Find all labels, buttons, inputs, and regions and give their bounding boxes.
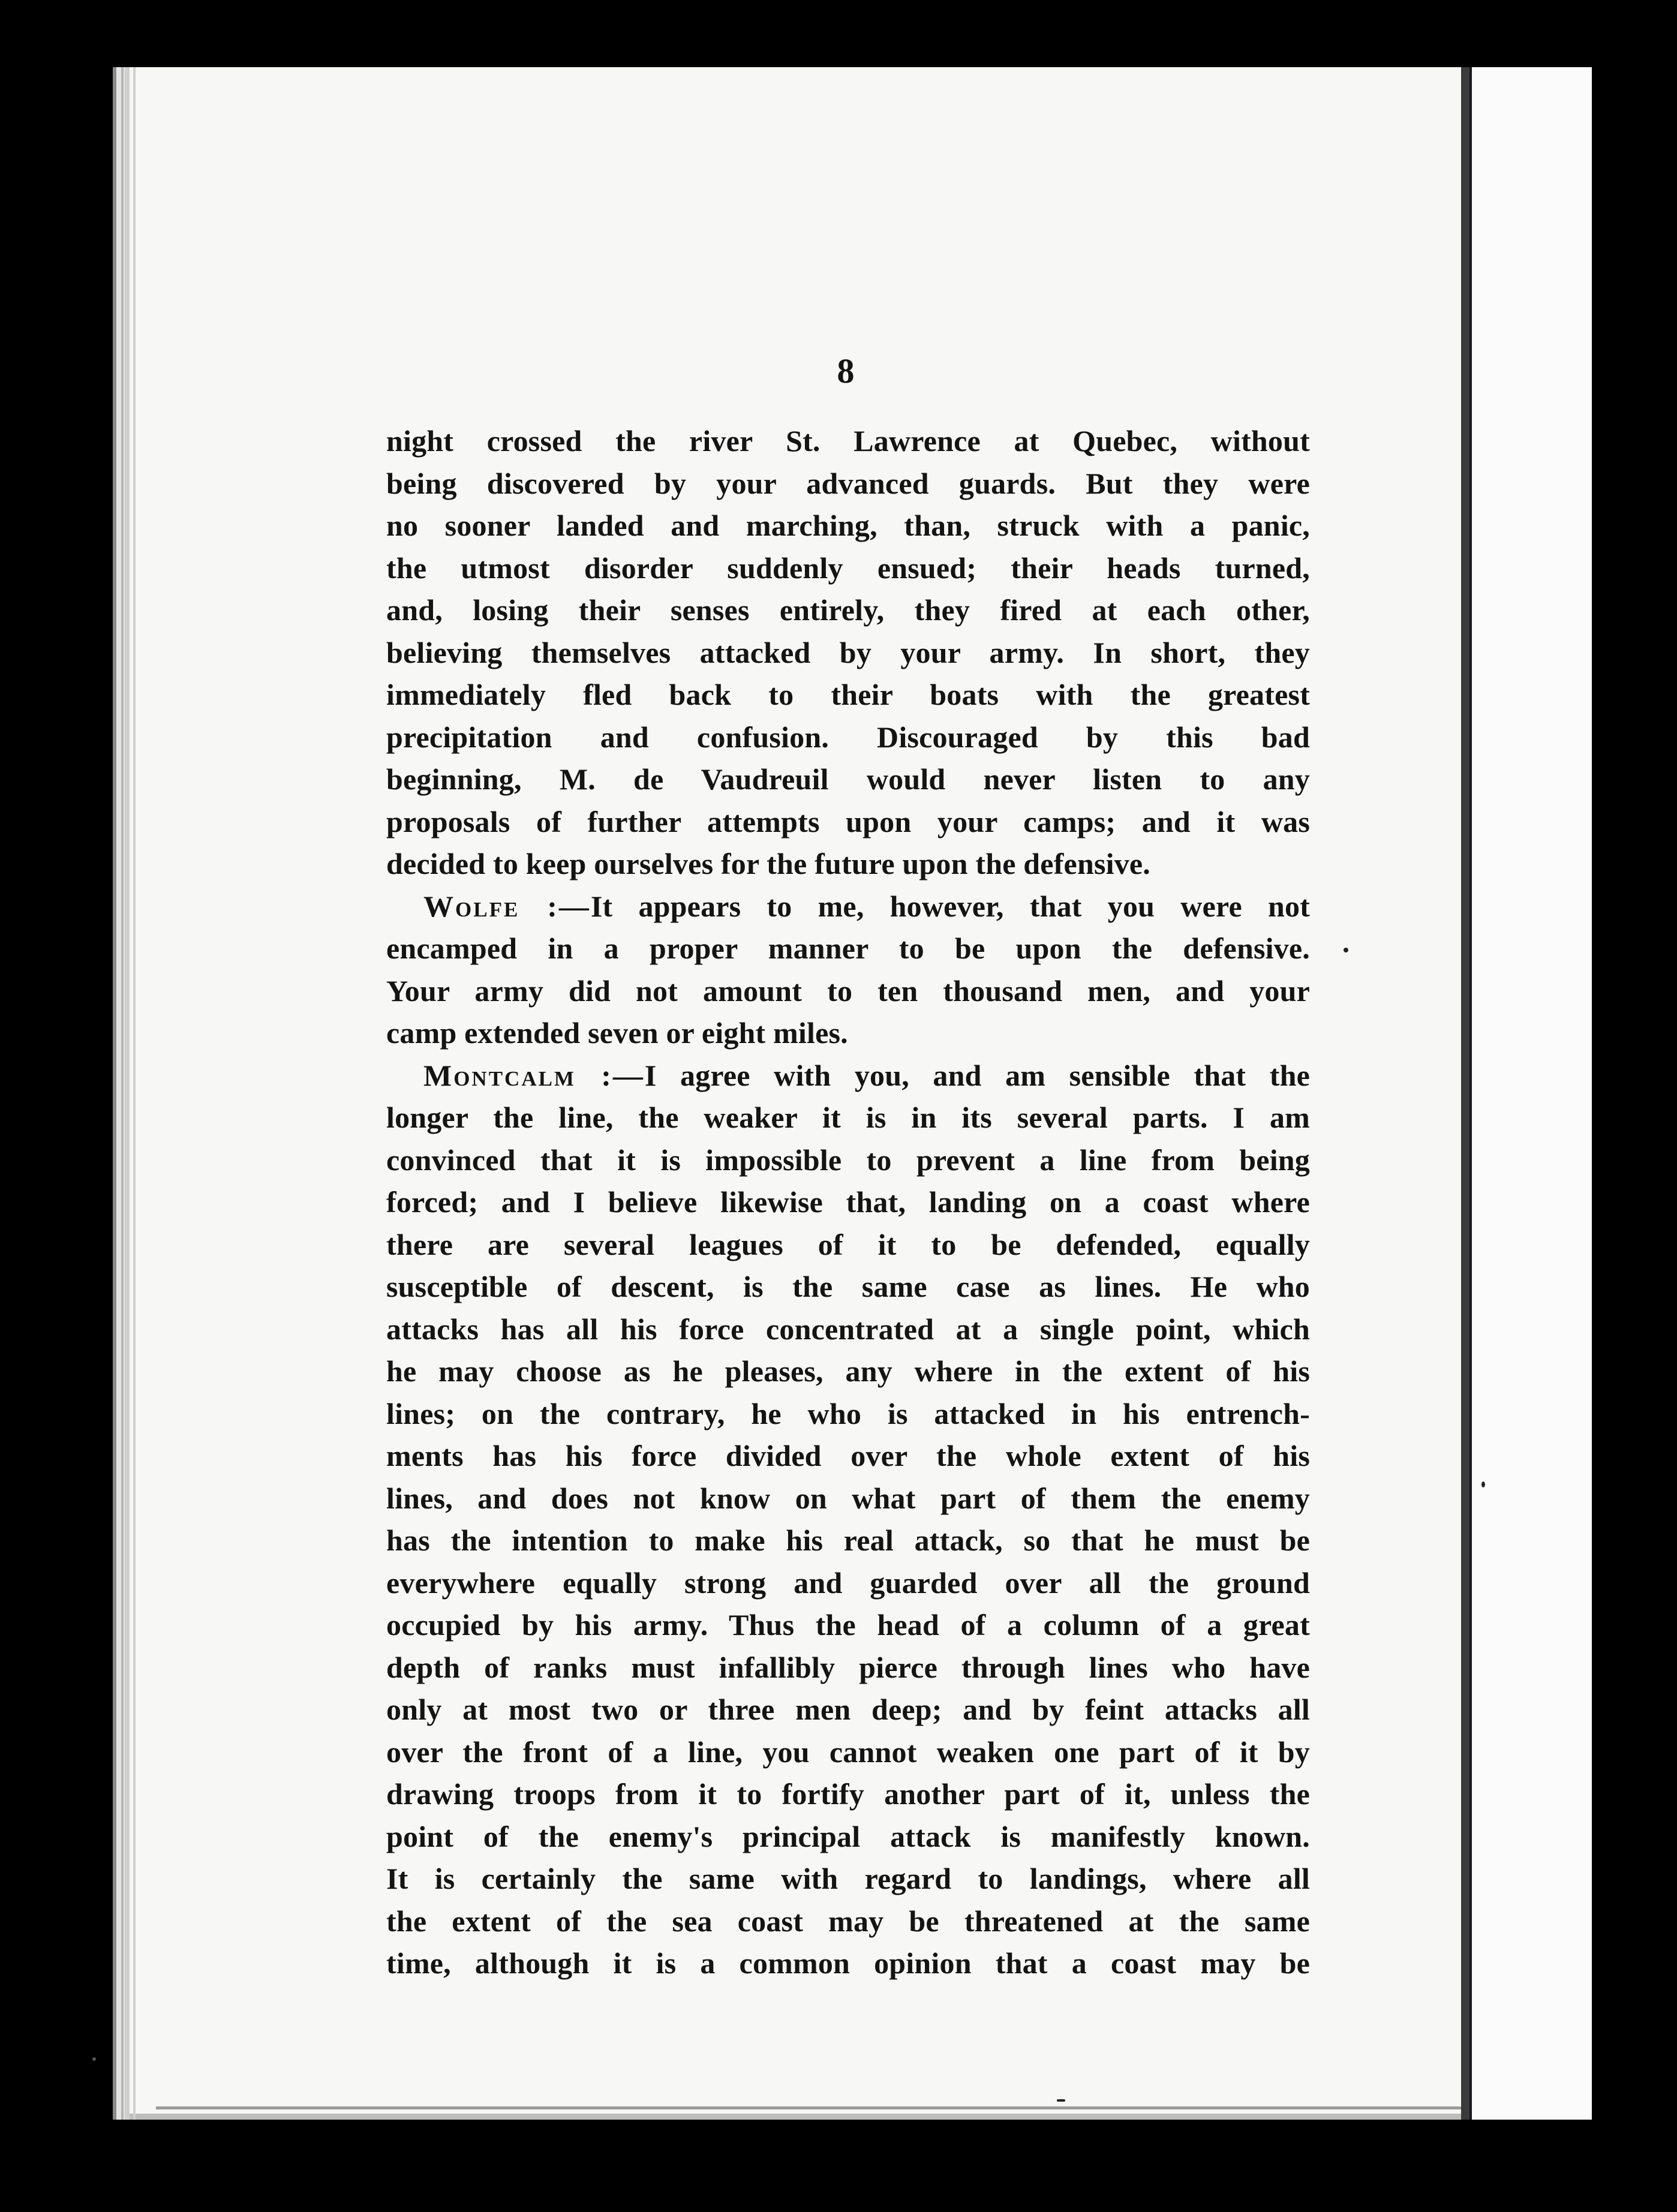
book-gutter (1461, 67, 1469, 2120)
scan-speck (1057, 2099, 1065, 2102)
text-line: It is certainly the same with regard to landings, where all (386, 1862, 1310, 1895)
text-line: lines; on the contrary, he who is attacked in his entrench- (386, 1396, 1310, 1430)
text-line: longer the line, the weaker it is in its several parts. I am (386, 1101, 1310, 1134)
page-edge-line (121, 67, 124, 2120)
text-line: the utmost disorder suddenly ensued; their heads turned, (386, 551, 1310, 585)
text-line: precipitation and confusion. Discouraged by this bad (386, 720, 1310, 754)
text-line: has the intention to make his real attack, so that he must be (386, 1523, 1310, 1557)
text-line: time, although it is a common opinion that a coast may be (386, 1946, 1310, 1980)
text-line: believing themselves attacked by your army. In short, they (386, 635, 1310, 669)
text-line: convinced that it is impossible to prevent a line from being (386, 1143, 1310, 1177)
text-line: night crossed the river St. Lawrence at Quebec, without (386, 424, 1310, 458)
text-line: he may choose as he pleases, any where in the extent of his (386, 1354, 1310, 1388)
text-line: encamped in a proper manner to be upon the defensive. (386, 931, 1310, 965)
scan-speck (92, 2057, 96, 2061)
text-line: only at most two or three men deep; and by feint attacks all (386, 1693, 1310, 1726)
text-line: forced; and I believe likewise that, landing on a coast where (386, 1185, 1310, 1219)
text-line: camp extended seven or eight miles. (386, 1016, 848, 1050)
speaker-wolfe: Wolfe :— (423, 889, 591, 923)
text-line: the extent of the sea coast may be threatened at the same (386, 1904, 1310, 1938)
text-line: drawing troops from it to fortify another part of it, unless the (386, 1777, 1310, 1811)
text-line: proposals of further attempts upon your camps; and it was (386, 804, 1310, 838)
text-line: everywhere equally strong and guarded over all the ground (386, 1565, 1310, 1600)
page-number: 8 (837, 351, 855, 390)
speech-line-montcalm (386, 1054, 1310, 1097)
text-line: over the front of a line, you cannot weaken one part of it by (386, 1735, 1310, 1769)
text-line: there are several leagues of it to be defended, equally (386, 1227, 1310, 1261)
text-line: decided to keep ourselves for the future upon the defensive. (386, 847, 1150, 880)
text-line: immediately fled back to their boats with the greatest (386, 678, 1310, 711)
page-edge-line-inner (133, 67, 136, 2120)
scan-speck (1344, 948, 1348, 952)
text-line: It appears to me, however, that you were not (590, 889, 1311, 923)
text-line: no sooner landed and marching, than, struck with a panic, (386, 509, 1310, 542)
text-line: I agree with you, and am sensible that the (644, 1058, 1310, 1092)
speech-line-wolfe (386, 885, 1310, 928)
text-line: and, losing their senses entirely, they fired at each other, (386, 593, 1310, 627)
text-line: ments has his force divided over the whole extent of his (386, 1439, 1310, 1472)
facing-page (1469, 67, 1592, 2120)
body-text (386, 420, 1310, 1985)
text-line: being discovered by your advanced guards. But they were (386, 466, 1310, 500)
text-line: depth of ranks must infallibly pierce through lines who have (386, 1650, 1310, 1684)
text-line: susceptible of descent, is the same case as lines. He who (386, 1270, 1310, 1303)
speaker-montcalm: Montcalm :— (423, 1058, 645, 1092)
scan-speck (1481, 1481, 1485, 1487)
text-line: attacks has all his force concentrated at a single point, which (386, 1312, 1310, 1346)
text-line: beginning, M. de Vaudreuil would never listen to any (386, 762, 1310, 796)
text-line: lines, and does not know on what part of them the enemy (386, 1481, 1310, 1515)
text-line: occupied by his army. Thus the head of a column of a great (386, 1608, 1310, 1642)
text-line: point of the enemy's principal attack is manifestly known. (386, 1819, 1310, 1853)
text-line: Your army did not amount to ten thousand men, and your (386, 973, 1310, 1008)
page-bottom-edge (156, 2106, 1463, 2109)
